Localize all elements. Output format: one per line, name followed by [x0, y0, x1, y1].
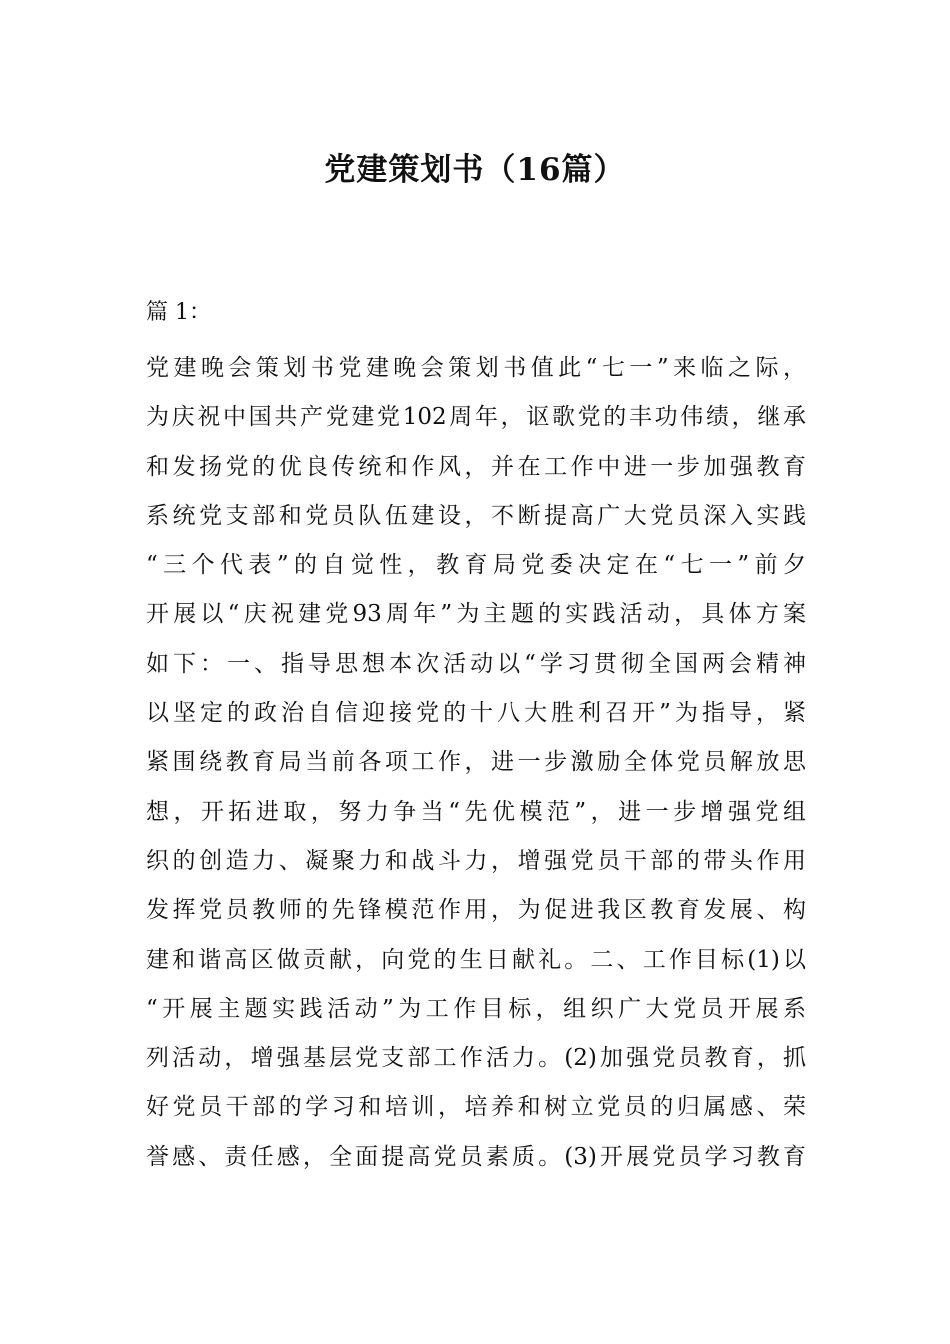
body-line: 列活动，增强基层党支部工作活力。(2)加强党员教育，抓 — [146, 1045, 806, 1072]
body-line: 和发扬党的优良传统和作风，并在工作中进一步加强教育 — [146, 453, 806, 480]
body-line: 党建晚会策划书党建晚会策划书值此“七一”来临之际， — [146, 355, 806, 381]
body-line: 发挥党员教师的先锋模范作用，为促进我区教育发展、构 — [146, 897, 806, 924]
document-title: 党建策划书（16篇） — [324, 152, 626, 188]
body-line: 誉感、责任感，全面提高党员素质。(3)开展党员学习教育 — [146, 1143, 806, 1170]
body-line: 以坚定的政治自信迎接党的十八大胜利召开”为指导，紧 — [146, 700, 806, 727]
body-line: 想，开拓进取，努力争当“先优模范”，进一步增强党组 — [146, 798, 806, 825]
body-line: 紧围绕教育局当前各项工作，进一步激励全体党员解放思 — [146, 749, 806, 776]
section-heading: 篇 1： — [146, 300, 211, 325]
body-line: 为庆祝中国共产党建党102周年，讴歌党的丰功伟绩，继承 — [146, 404, 806, 431]
body-line: 织的创造力、凝聚力和战斗力，增强党员干部的带头作用 — [146, 847, 806, 874]
body-line: 建和谐高区做贡献，向党的生日献礼。二、工作目标(1)以 — [146, 946, 806, 973]
body-line: 开展以“庆祝建党93周年”为主题的实践活动，具体方案 — [146, 601, 806, 628]
body-line: 如下：一、指导思想本次活动以“学习贯彻全国两会精神 — [146, 650, 806, 677]
body-paragraph — [146, 344, 806, 1182]
body-line: 系统党支部和党员队伍建设，不断提高广大党员深入实践 — [146, 502, 806, 529]
body-line: “开展主题实践活动”为工作目标，组织广大党员开展系 — [146, 995, 806, 1022]
body-line: 好党员干部的学习和培训，培养和树立党员的归属感、荣 — [146, 1094, 806, 1121]
body-line: “三个代表”的自觉性，教育局党委决定在“七一”前夕 — [146, 552, 806, 579]
